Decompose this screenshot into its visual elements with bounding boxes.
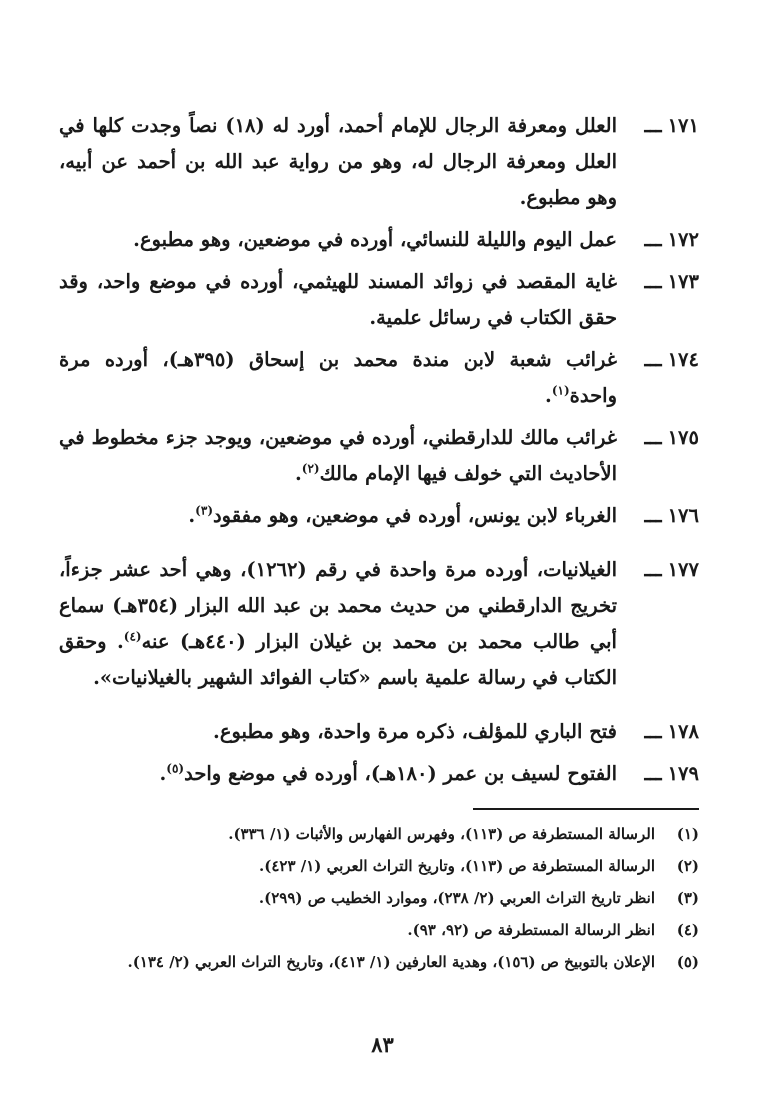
footnote-number: (٢)	[676, 857, 699, 875]
footnote-5	[59, 946, 699, 978]
main-text	[59, 108, 699, 798]
footnote-text: الإعلان بالتوبيخ ص (١٥٦)، وهدية العارفين (١/ ٤١٣)، وتاريخ التراث العربي (٢/ ١٣٤).	[127, 953, 655, 971]
entry-175	[59, 420, 699, 492]
entry-177	[59, 552, 699, 696]
footnote-divider	[473, 808, 699, 810]
entry-174	[59, 342, 699, 414]
page-number: ٨٣	[371, 1032, 394, 1057]
footnote-number: (٥)	[676, 953, 699, 971]
entry-number: ١٧٦	[667, 504, 699, 527]
footnote-marker: (١)	[551, 383, 570, 398]
entry-176	[59, 498, 699, 534]
entry-number: ١٧٣	[667, 270, 699, 293]
footnotes	[59, 818, 699, 978]
footnote-3	[59, 882, 699, 914]
entry-text: عمل اليوم والليلة للنسائي، أورده في موضعين، وهو مطبوع.	[133, 228, 617, 251]
entry-tail: .	[159, 762, 167, 785]
footnote-text: انظر الرسالة المستطرفة ص (٩٢، ٩٣).	[407, 921, 655, 939]
footnote-text: انظر تاريخ التراث العربي (٢/ ٢٣٨)، وموارد الخطيب ص (٢٩٩).	[258, 889, 655, 907]
footnote-marker: (٢)	[301, 461, 320, 476]
footnote-text: الرسالة المستطرفة ص (١١٣)، وفهرس الفهارس والأثبات (١/ ٣٣٦).	[228, 825, 655, 843]
entry-tail: .	[545, 384, 552, 407]
entry-number: ١٧١	[667, 114, 699, 137]
entry-dash: ـــ	[644, 558, 662, 581]
entry-tail: .	[188, 504, 196, 527]
entry-number: ١٧٨	[667, 720, 699, 743]
entry-dash: ـــ	[644, 504, 662, 527]
entry-171	[59, 108, 699, 216]
footnote-number: (١)	[676, 825, 699, 843]
entry-dash: ـــ	[644, 114, 662, 137]
entry-number: ١٧٤	[667, 348, 699, 371]
footnote-number: (٣)	[676, 889, 699, 907]
entry-number: ١٧٥	[667, 426, 699, 449]
footnote-4	[59, 914, 699, 946]
entry-178	[59, 714, 699, 750]
footnote-marker: (٤)	[123, 629, 142, 644]
footnote-marker: (٥)	[166, 761, 185, 776]
entry-dash: ـــ	[644, 762, 662, 785]
entry-dash: ـــ	[644, 228, 662, 251]
entry-text: غرائب شعبة لابن مندة محمد بن إسحاق (٣٩٥هـ)، أورده مرة واحدة	[59, 348, 617, 407]
footnote-number: (٤)	[676, 921, 699, 939]
footnote-marker: (٣)	[195, 503, 213, 518]
entry-text: الفتوح لسيف بن عمر (١٨٠هـ)، أورده في موضع واحد	[184, 762, 617, 785]
entry-text: العلل ومعرفة الرجال للإمام أحمد، أورد له (١٨) نصاً وجدت كلها في العلل ومعرفة الرجال له، وهو من رواية عبد الله بن أحمد عن أبيه، وهو مطبوع.	[59, 114, 618, 209]
entry-number: ١٧٢	[667, 228, 699, 251]
entry-173	[59, 264, 699, 336]
footnote-2	[59, 850, 699, 882]
entry-text: الغيلانيات، أورده مرة واحدة في رقم (١٢٦٢)، وهي أحد عشر جزءاً، تخريج الدارقطني من حديث محمد بن عبد الله البزار (٣٥٤هـ) سماع أبي طالب محمد بن محمد بن غيلان البزار (٤٤٠هـ) عنه	[59, 558, 618, 653]
footnote-1	[59, 818, 699, 850]
entry-dash: ـــ	[644, 720, 662, 743]
entry-number: ١٧٧	[667, 558, 699, 581]
entry-tail: .	[294, 462, 302, 485]
entry-179	[59, 756, 699, 792]
footnote-text: الرسالة المستطرفة ص (١١٣)، وتاريخ التراث العربي (١/ ٤٢٣).	[259, 857, 655, 875]
entry-text: غاية المقصد في زوائد المسند للهيثمي، أورده في موضع واحد، وقد حقق الكتاب في رسائل علمية.	[59, 270, 617, 329]
entry-dash: ـــ	[644, 270, 662, 293]
entry-number: ١٧٩	[667, 762, 699, 785]
entry-dash: ـــ	[644, 426, 662, 449]
entry-tail: . وحقق الكتاب في رسالة علمية باسم «كتاب الفوائد الشهير بالغيلانيات».	[59, 630, 617, 689]
entry-172	[59, 222, 699, 258]
entry-text: غرائب مالك للدارقطني، أورده في موضعين، ويوجد جزء مخطوط في الأحاديث التي خولف فيها الإمام مالك	[59, 426, 617, 485]
entry-dash: ـــ	[644, 348, 662, 371]
entry-text: فتح الباري للمؤلف، ذكره مرة واحدة، وهو مطبوع.	[213, 720, 617, 743]
entry-text: الغرباء لابن يونس، أورده في موضعين، وهو مفقود	[213, 504, 617, 527]
